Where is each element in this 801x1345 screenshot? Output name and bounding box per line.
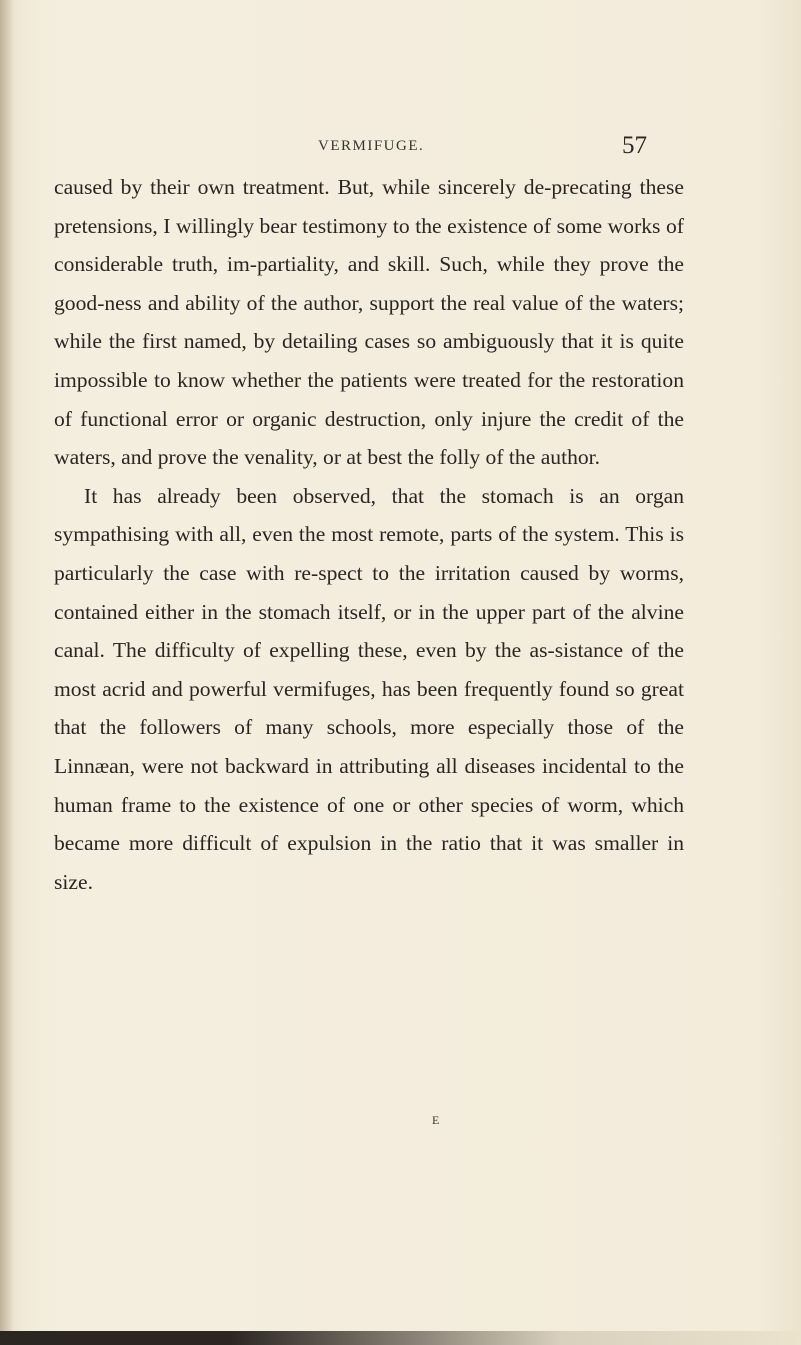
page-number: 57 <box>622 132 647 159</box>
paragraph-2: It has already been observed, that the stomach is an organ sympathising with all, even the most remote, parts of the system. This is particularly the case with re-spect to the irritation caused by worms, contained either in the stomach itself, or in the upper part of the alvine canal. The difficulty of expelling these, even by the as-sistance of the most acrid and powerful vermifuges, has been frequently found so great that the followers of many schools, more especially those of the Linnæan, were not backward in attributing all diseases incidental to the human frame to the existence of one or other species of worm, which became more difficult of expulsion in the ratio that it was smaller in size. <box>54 483 684 894</box>
spine-shadow <box>0 0 14 1345</box>
signature-mark: E <box>432 1113 441 1127</box>
paragraph-1: caused by their own treatment. But, while sincerely de-precating these pretensions, I willingly bear testimony to the existence of some works of considerable truth, im-partiality, and skill. Such, while they prove the good-ness and ability of the author, support the real value of the waters; while the first named, by detailing cases so ambiguously that it is quite impossible to know whether the patients were treated for the restoration of functional error or organic destruction, only injure the credit of the waters, and prove the venality, or at best the folly of the author. <box>54 175 684 470</box>
body-text <box>54 168 684 901</box>
running-head: VERMIFUGE. <box>318 138 425 154</box>
page-bottom-edge <box>0 1331 801 1345</box>
page-header <box>0 132 801 168</box>
